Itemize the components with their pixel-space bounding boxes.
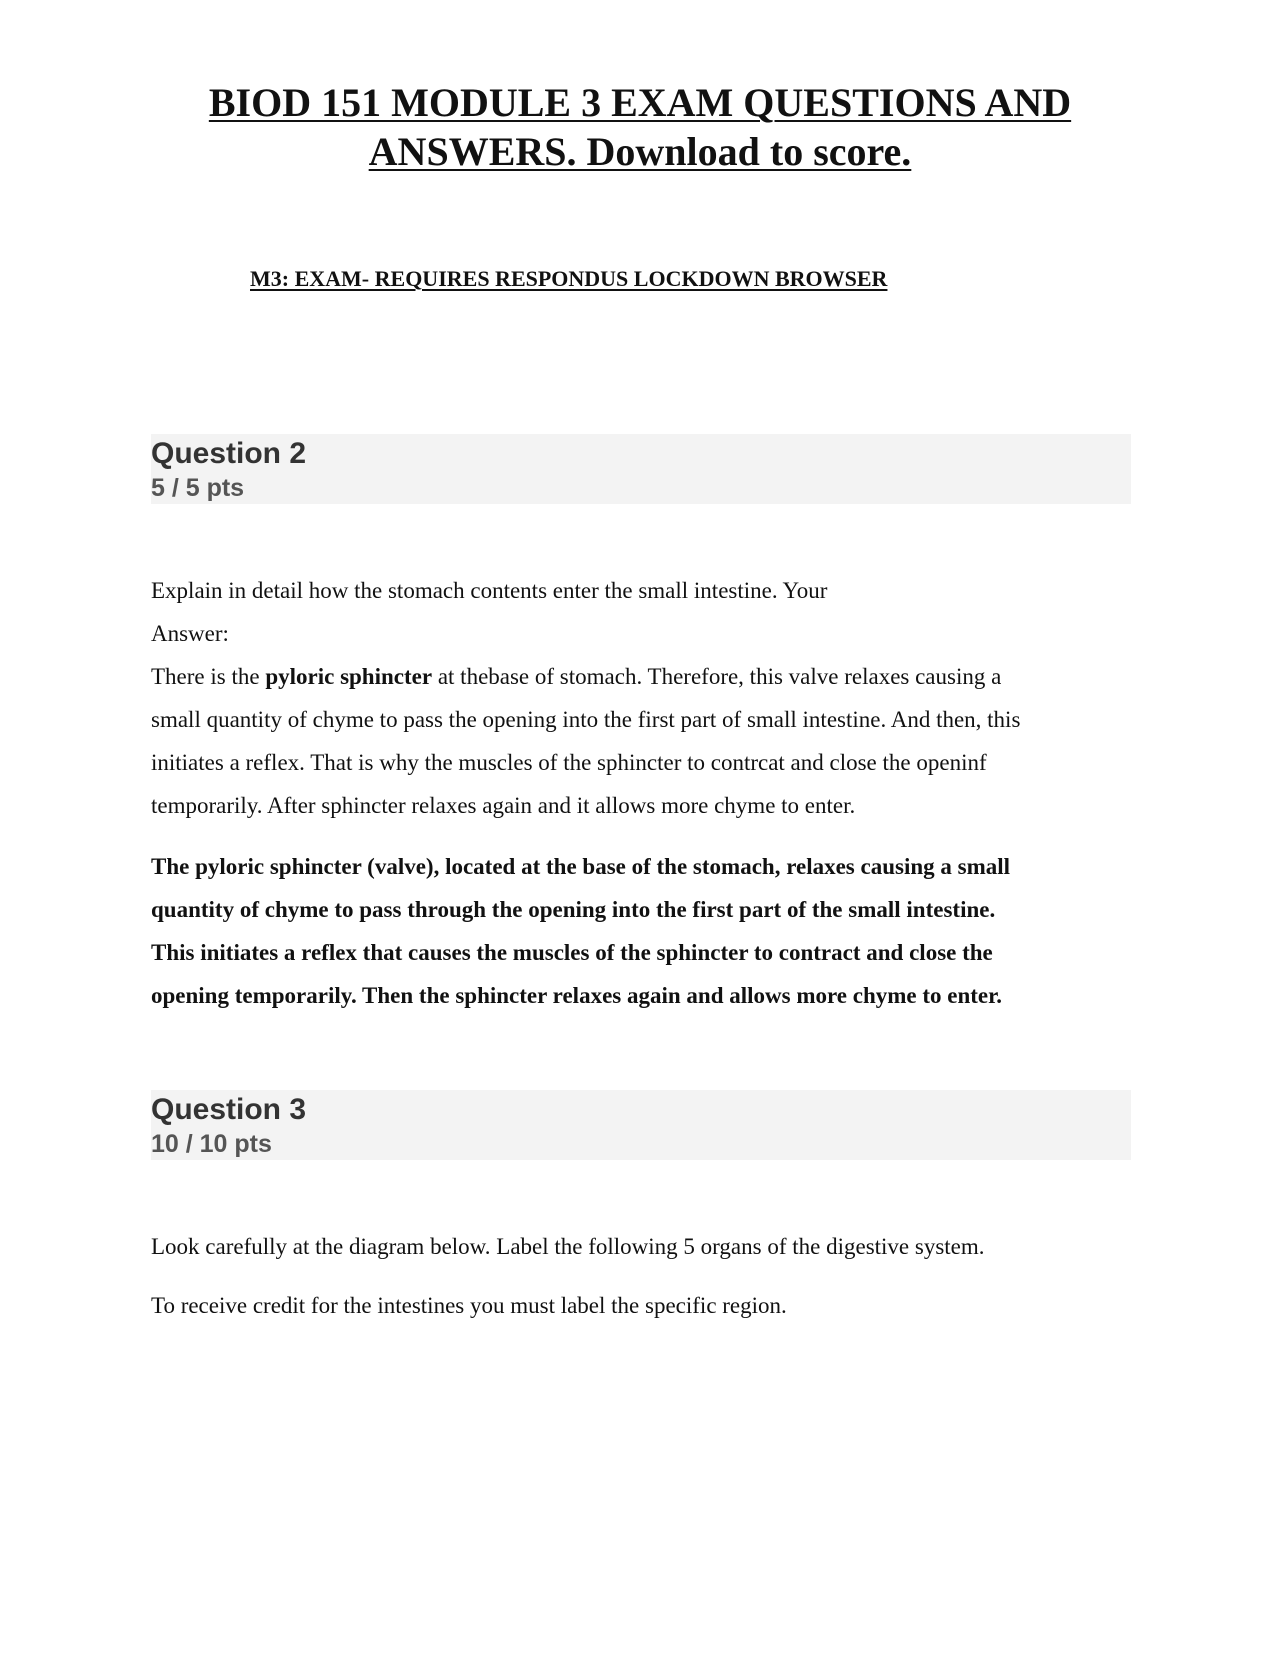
question-2-prompt-line-2: Answer: xyxy=(151,621,229,646)
document-subtitle: M3: EXAM- REQUIRES RESPONDUS LOCKDOWN BROWSER xyxy=(250,266,888,291)
answer-text-before: There is the xyxy=(151,664,266,689)
question-2-prompt-line-1: Explain in detail how the stomach contents enter the small intestine. Your xyxy=(151,578,828,603)
answer-text-after: at thebase of stomach. Therefore, this valve relaxes causing a xyxy=(432,664,1002,689)
question-2-header xyxy=(151,434,1131,504)
document-title-line-1: BIOD 151 MODULE 3 EXAM QUESTIONS AND xyxy=(208,80,1072,125)
question-2-answer-line-3: initiates a reflex. That is why the muscles of the sphincter to contrcat and close the openinf xyxy=(151,750,987,775)
question-2-correct-answer-line-3: This initiates a reflex that causes the muscles of the sphincter to contract and close the xyxy=(151,940,993,965)
question-3-prompt-line-2: To receive credit for the intestines you must label the specific region. xyxy=(151,1293,787,1318)
question-2-answer-line-1 xyxy=(151,663,1001,691)
question-3-points: 10 / 10 pts xyxy=(151,1130,272,1158)
question-3-prompt-line-1: Look carefully at the diagram below. Label the following 5 organs of the digestive system. xyxy=(151,1234,985,1259)
question-2-answer-line-4: temporarily. After sphincter relaxes again and it allows more chyme to enter. xyxy=(151,793,856,818)
question-3-header xyxy=(151,1090,1131,1160)
document-title xyxy=(150,78,1130,176)
question-2-title: Question 2 xyxy=(151,437,307,470)
answer-bold-term: pyloric sphincter xyxy=(265,664,433,689)
question-2-correct-answer-line-2: quantity of chyme to pass through the opening into the first part of the small intestine. xyxy=(151,897,996,922)
document-title-line-2: ANSWERS. Download to score. xyxy=(368,129,912,174)
question-2-answer-line-2: small quantity of chyme to pass the opening into the first part of small intestine. And then, this xyxy=(151,707,1021,732)
question-3-title: Question 3 xyxy=(151,1093,307,1126)
question-2-correct-answer-line-4: opening temporarily. Then the sphincter relaxes again and allows more chyme to enter. xyxy=(151,983,1002,1008)
question-2-points: 5 / 5 pts xyxy=(151,474,245,502)
question-2-correct-answer-line-1: The pyloric sphincter (valve), located at the base of the stomach, relaxes causing a small xyxy=(151,854,1011,879)
